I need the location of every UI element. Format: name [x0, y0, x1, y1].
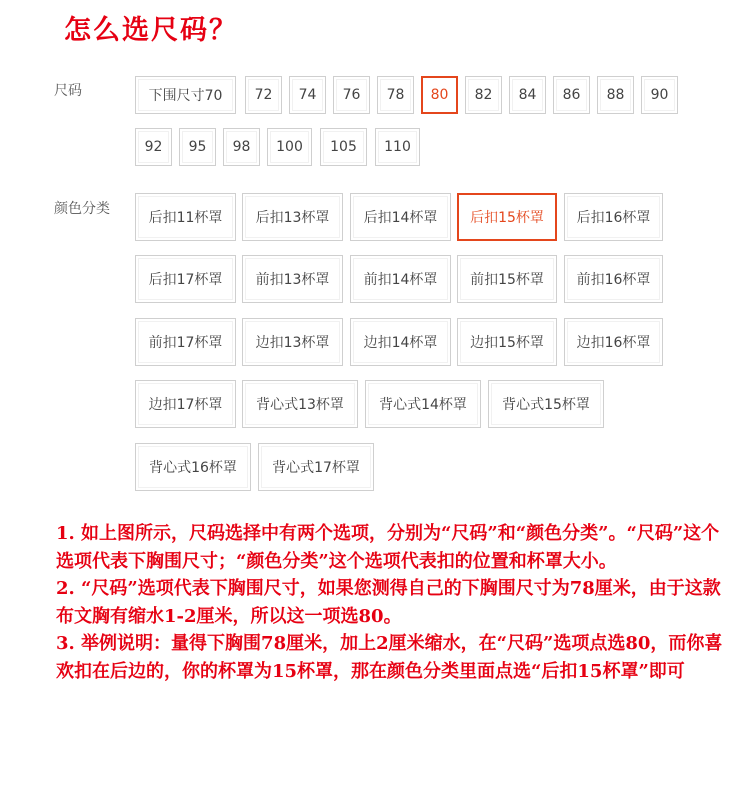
color-label: 颜色分类: [54, 201, 110, 217]
color-option[interactable]: 后扣16杯罩: [564, 193, 663, 241]
size-option-82[interactable]: 82: [465, 76, 502, 114]
color-option[interactable]: 前扣16杯罩: [564, 255, 663, 303]
size-option-110[interactable]: 110: [375, 128, 420, 166]
size-option-74[interactable]: 74: [289, 76, 326, 114]
color-option[interactable]: 前扣17杯罩: [135, 318, 236, 366]
note-2: 2. “尺码”选项代表下胸围尺寸，如果您测得自己的下胸围尺寸为78厘米，由于这款布文胸有缩水1-2厘米，所以这一项选80。: [56, 578, 721, 627]
size-option-76[interactable]: 76: [333, 76, 370, 114]
color-option[interactable]: 背心式14杯罩: [365, 380, 481, 428]
instruction-notes: [56, 520, 726, 685]
size-option-95[interactable]: 95: [179, 128, 216, 166]
size-option-105[interactable]: 105: [320, 128, 367, 166]
color-option[interactable]: 边扣17杯罩: [135, 380, 236, 428]
size-option-80-selected[interactable]: 80: [421, 76, 458, 114]
size-option-78[interactable]: 78: [377, 76, 414, 114]
color-option[interactable]: 后扣13杯罩: [242, 193, 343, 241]
size-option-72[interactable]: 72: [245, 76, 282, 114]
size-option-70[interactable]: 下围尺寸70: [135, 76, 236, 114]
page-title: 怎么选尺码？: [64, 15, 238, 46]
note-3: 3. 举例说明：量得下胸围78厘米，加上2厘米缩水，在“尺码”选项点选80，而你喜欢扣在后边的，你的杯罩为15杯罩，那在颜色分类里面点选“后扣15杯罩”即可: [56, 633, 723, 682]
color-option[interactable]: 边扣14杯罩: [350, 318, 451, 366]
color-option[interactable]: 边扣13杯罩: [242, 318, 343, 366]
color-option[interactable]: 后扣14杯罩: [350, 193, 451, 241]
color-option[interactable]: 后扣17杯罩: [135, 255, 236, 303]
size-option-88[interactable]: 88: [597, 76, 634, 114]
size-option-84[interactable]: 84: [509, 76, 546, 114]
color-option[interactable]: 背心式15杯罩: [488, 380, 604, 428]
color-option[interactable]: 背心式13杯罩: [242, 380, 358, 428]
size-option-92[interactable]: 92: [135, 128, 172, 166]
size-option-86[interactable]: 86: [553, 76, 590, 114]
color-option[interactable]: 边扣16杯罩: [564, 318, 663, 366]
color-option[interactable]: 前扣15杯罩: [457, 255, 557, 303]
color-option[interactable]: 背心式17杯罩: [258, 443, 374, 491]
size-option-98[interactable]: 98: [223, 128, 260, 166]
size-option-90[interactable]: 90: [641, 76, 678, 114]
note-1: 1. 如上图所示，尺码选择中有两个选项，分别为“尺码”和“颜色分类”。“尺码”这个选项代表下胸围尺寸；“颜色分类”这个选项代表扣的位置和杯罩大小。: [56, 523, 720, 572]
color-option-selected[interactable]: 后扣15杯罩: [457, 193, 557, 241]
color-option[interactable]: 背心式16杯罩: [135, 443, 251, 491]
size-label: 尺码: [54, 83, 82, 99]
color-option[interactable]: 后扣11杯罩: [135, 193, 236, 241]
color-option[interactable]: 边扣15杯罩: [457, 318, 557, 366]
size-option-100[interactable]: 100: [267, 128, 312, 166]
color-option[interactable]: 前扣13杯罩: [242, 255, 343, 303]
color-option[interactable]: 前扣14杯罩: [350, 255, 451, 303]
